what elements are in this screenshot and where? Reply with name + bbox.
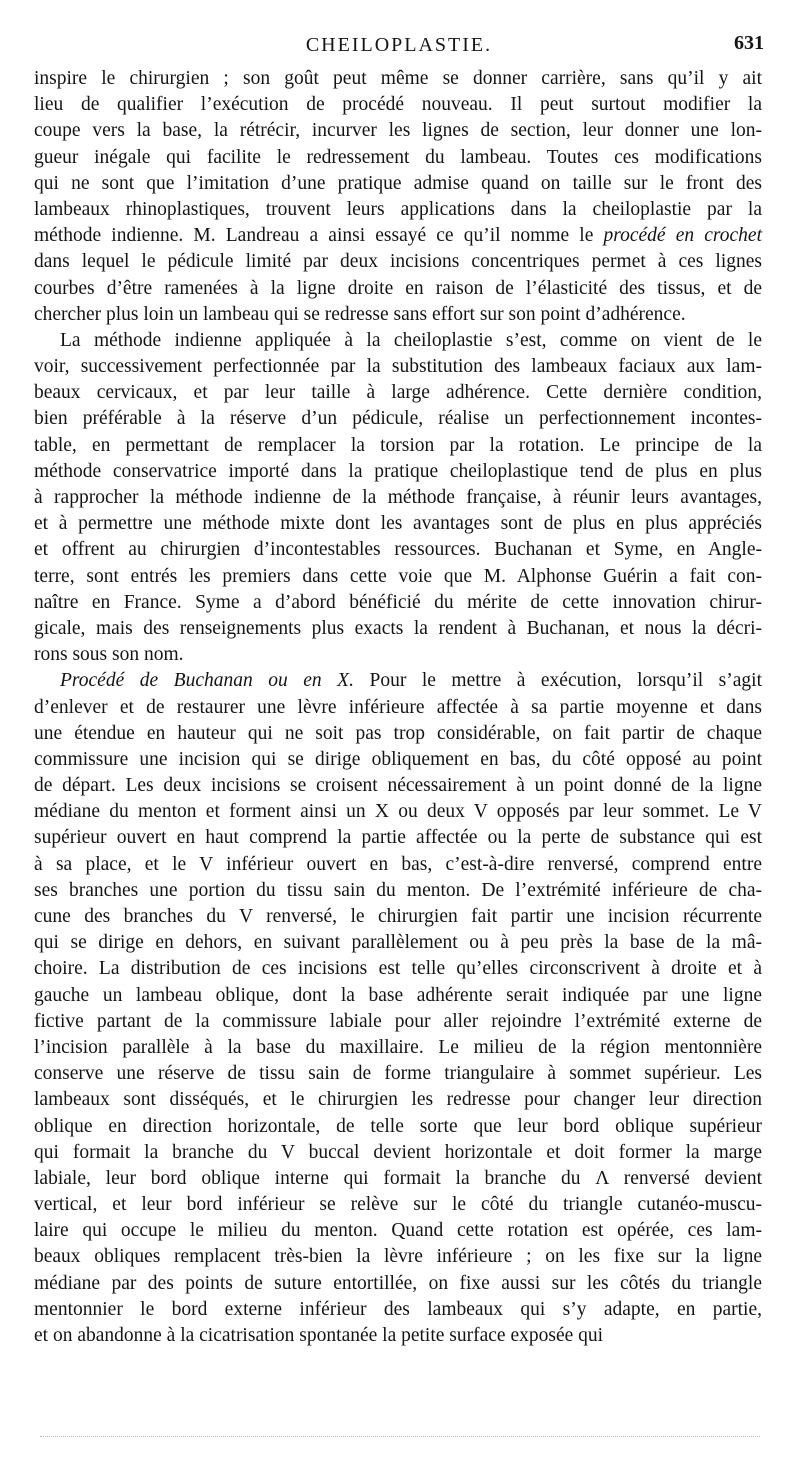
line-text: mentonnier le bord externe inférieur des lambeaux qui s’y adapte, en partie, <box>34 1298 762 1320</box>
line-text: fictive partant de la commissure labiale pour aller rejoindre l’extrémité externe de <box>34 1010 762 1032</box>
text-line <box>34 668 762 694</box>
text-line <box>34 904 762 930</box>
line-text: coupe vers la base, la rétrécir, incurver les lignes de section, leur donner une lon- <box>34 120 762 142</box>
text-line <box>34 773 762 799</box>
line-text: et à permettre une méthode mixte dont les avantages sont de plus en plus appréciés <box>34 513 762 535</box>
line-text: qui ne sont que l’imitation d’une pratique admise quand on taille sur le front des <box>34 172 762 194</box>
line-text: méthode indienne. M. Landreau a ainsi essayé ce qu’il nomme le <box>34 225 604 247</box>
page-header <box>34 28 764 62</box>
line-text: qui se dirige en dehors, en suivant parallèlement ou à peu près la base de la mâ- <box>34 932 762 954</box>
line-text: médiane du menton et forment ainsi un X ou deux V opposés par leur sommet. Le V <box>34 801 762 823</box>
line-text: gauche un lambeau oblique, dont la base adhérente serait indiquée par une ligne <box>34 984 762 1006</box>
text-line <box>34 1087 762 1113</box>
text-line <box>34 1244 762 1270</box>
text-line <box>34 1114 762 1140</box>
text-line <box>34 197 762 223</box>
text-line <box>34 433 762 459</box>
text-line <box>34 825 762 851</box>
line-text: d’enlever et de restaurer une lèvre inférieure affectée à sa partie moyenne et dans <box>34 696 762 718</box>
text-line <box>34 1218 762 1244</box>
text-line <box>34 511 762 537</box>
text-line <box>34 983 762 1009</box>
text-line <box>34 1297 762 1323</box>
line-text: cune des branches du V renversé, le chirurgien fait partir une incision récurrente <box>34 906 762 927</box>
line-text: chercher plus loin un lambeau qui se redresse sans effort sur son point d’adhérence. <box>34 303 686 325</box>
text-line <box>34 302 762 328</box>
line-text: naître en France. Syme a d’abord bénéficié du mérite de cette innovation chirur- <box>34 591 762 613</box>
line-text: lambeaux rhinoplastiques, trouvent leurs applications dans la cheiloplastie par la <box>34 198 762 220</box>
text-line <box>34 590 762 616</box>
text-line <box>34 92 762 118</box>
line-text: ses branches une portion du tissu sain du menton. De l’extrémité inférieure de cha- <box>34 879 762 901</box>
text-line <box>34 747 762 773</box>
line-text: bien préférable à la réserve d’un pédicule, réalise un perfectionnement incontes- <box>34 408 762 430</box>
line-text: vertical, et leur bord inférieur se relève sur le côté du triangle cutanéo-muscu- <box>34 1194 762 1216</box>
line-text: beaux cervicaux, et par leur taille à large adhérence. Cette dernière condition, <box>34 382 762 404</box>
line-text: voir, successivement perfectionnée par la substitution des lambeaux faciaux aux lam- <box>34 356 762 378</box>
text-line <box>34 1192 762 1218</box>
line-text: choire. La distribution de ces incisions est telle qu’elles circonscrivent à droite et à <box>34 958 762 980</box>
text-line <box>34 1035 762 1061</box>
text-line <box>34 276 762 302</box>
bottom-margin-marks <box>40 1436 760 1437</box>
text-line <box>34 930 762 956</box>
line-text: supérieur ouvert en haut comprend la partie affectée ou la perte de substance qui est <box>34 827 762 849</box>
text-line <box>34 537 762 563</box>
text-line <box>34 852 762 878</box>
text-line <box>34 1061 762 1087</box>
text-line <box>34 1271 762 1297</box>
text-line <box>34 380 762 406</box>
text-line <box>34 66 762 92</box>
line-text: qui formait la branche du V buccal devient horizontale et doit former la marge <box>34 1141 762 1163</box>
text-line <box>34 406 762 432</box>
text-line <box>34 118 762 144</box>
line-text: conserve une réserve de tissu sain de forme triangulaire à sommet supérieur. Les <box>34 1063 762 1085</box>
line-text: courbes d’être ramenées à la ligne droite en raison de l’élasticité des tissus, et de <box>34 277 762 299</box>
line-text: dans lequel le pédicule limité par deux incisions concentriques permet à ces lignes <box>34 251 762 273</box>
line-text: à sa place, et le V inférieur ouvert en bas, c’est-à-dire renversé, comprend entre <box>34 853 762 875</box>
text-line <box>34 799 762 825</box>
italic-heading: Procédé de Buchanan ou en X. <box>60 670 354 692</box>
line-text: commissure une incision qui se dirige obliquement en bas, du côté opposé au point <box>34 748 762 770</box>
line-text: labiale, leur bord oblique interne qui formait la branche du Λ renversé devient <box>34 1167 762 1189</box>
line-text: oblique en direction horizontale, de telle sorte que leur bord oblique supérieur <box>34 1115 762 1137</box>
line-text: Pour le mettre à exécution, lorsqu’il s’agit <box>353 670 763 692</box>
line-text: gueur inégale qui facilite le redressement du lambeau. Toutes ces modifications <box>34 146 762 168</box>
line-text: beaux obliques remplacent très-bien la lèvre inférieure ; on les fixe sur la ligne <box>34 1246 762 1268</box>
line-text: et offrent au chirurgien d’incontestables ressources. Buchanan et Syme, en Angle- <box>34 539 762 561</box>
line-text: à rapprocher la méthode indienne de la méthode française, à réunir leurs avantages, <box>34 487 762 508</box>
text-line <box>34 616 762 642</box>
text-line <box>34 1166 762 1192</box>
line-text: terre, sont entrés les premiers dans cette voie que M. Alphonse Guérin a fait con- <box>34 565 762 587</box>
page-number: 631 <box>734 32 764 54</box>
text-line <box>34 354 762 380</box>
text-line <box>34 1009 762 1035</box>
text-line <box>34 171 762 197</box>
line-text: l’incision parallèle à la base du maxillaire. Le milieu de la région mentonnière <box>34 1036 762 1058</box>
text-line <box>34 485 762 511</box>
line-text: inspire le chirurgien ; son goût peut même se donner carrière, sans qu’il y ait <box>34 68 762 89</box>
text-line <box>34 642 762 668</box>
text-line <box>34 459 762 485</box>
line-text: La méthode indienne appliquée à la cheiloplastie s’est, comme on vient de le <box>60 329 762 351</box>
line-text: rons sous son nom. <box>34 644 184 666</box>
running-title: CHEILOPLASTIE. <box>305 34 493 56</box>
line-text: laire qui occupe le milieu du menton. Quand cette rotation est opérée, ces lam- <box>34 1220 762 1242</box>
text-line <box>34 145 762 171</box>
line-text: méthode conservatrice importé dans la pratique cheiloplastique tend de plus en plus <box>34 460 762 482</box>
body-text <box>34 66 762 1349</box>
text-line <box>34 223 762 249</box>
line-text: médiane par des points de suture entortillée, on fixe aussi sur les côtés du triangle <box>34 1272 762 1294</box>
line-text: une étendue en hauteur qui ne soit pas trop considérable, on fait partir de chaque <box>34 722 762 744</box>
line-text: gicale, mais des renseignements plus exacts la rendent à Buchanan, et nous la décri- <box>34 617 762 639</box>
line-text: de départ. Les deux incisions se croisent nécessairement à un point donné de la ligne <box>34 775 762 797</box>
text-line <box>34 1323 762 1349</box>
line-text: lambeaux sont disséqués, et le chirurgien les redresse pour changer leur direction <box>34 1089 762 1111</box>
text-line <box>34 956 762 982</box>
line-text: lieu de qualifier l’exécution de procédé nouveau. Il peut surtout modifier la <box>34 94 762 116</box>
line-text: table, en permettant de remplacer la torsion par la rotation. Le principe de la <box>34 434 762 456</box>
text-line <box>34 878 762 904</box>
line-text: et on abandonne à la cicatrisation spontanée la petite surface exposée qui <box>34 1325 604 1346</box>
text-line <box>34 328 762 354</box>
text-line <box>34 1140 762 1166</box>
text-line <box>34 721 762 747</box>
text-line <box>34 249 762 275</box>
text-line <box>34 564 762 590</box>
italic-term: procédé en crochet <box>603 225 762 247</box>
text-line <box>34 695 762 721</box>
